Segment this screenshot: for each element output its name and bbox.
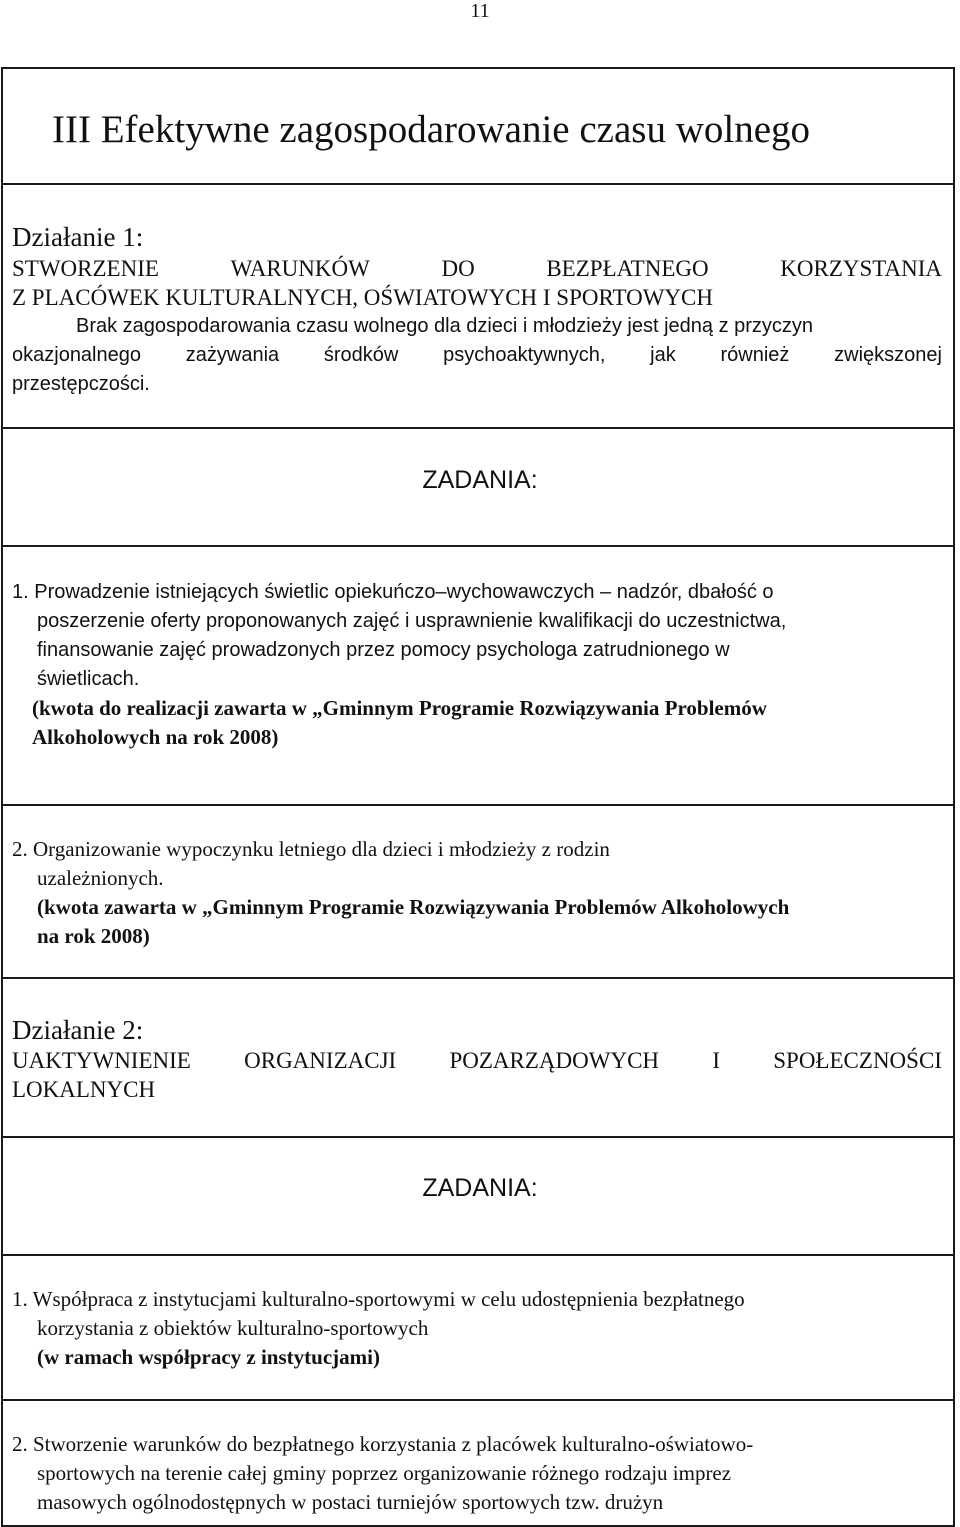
action1-task1 [12,578,947,752]
title-word: BEZPŁATNEGO [546,256,709,281]
tasks-label: ZADANIA: [422,1174,538,1202]
divider [1,1254,955,1256]
divider [1,1399,955,1401]
task-text-line: uzależnionych. [37,866,164,890]
action1-task2 [12,835,947,951]
title-word: STWORZENIE [12,256,159,281]
task-note-line: (w ramach współpracy z instytucjami) [37,1345,380,1369]
divider [1,183,955,185]
title-word: SPOŁECZNOŚCI [773,1048,942,1073]
description-word: zwiększonej [834,344,942,366]
action1-description-line3: przestępczości. [12,373,150,395]
action1-description-line2 [12,341,942,370]
task-text-line: 1. Współpraca z instytucjami kulturalno-sportowymi w celu udostępnienia bezpłatnego [12,1287,745,1311]
action1-title-line2: Z PLACÓWEK KULTURALNYCH, OŚWIATOWYCH I SPORTOWYCH [12,285,713,310]
divider [1,977,955,979]
page-number: 11 [470,0,490,22]
divider [1,427,955,429]
description-word: psychoaktywnych, [443,344,606,366]
action2-title-line1 [12,1046,942,1075]
action2-block [12,1015,942,1104]
task-text-line: masowych ogólnodostępnych w postaci turniejów sportowych tzw. drużyn [37,1490,664,1514]
task-note-line: (kwota zawarta w „Gminnym Programie Rozwiązywania Problemów Alkoholowych [37,895,790,919]
task-text-line: korzystania z obiektów kulturalno-sportowych [37,1316,429,1340]
task-text-line: 2. Stworzenie warunków do bezpłatnego korzystania z placówek kulturalno-oświatowo- [12,1432,754,1456]
divider [1,545,955,547]
divider [1,1136,955,1138]
action2-task1 [12,1285,947,1372]
action2-heading: Działanie 2: [12,1015,144,1045]
task-text-line: 2. Organizowanie wypoczynku letniego dla dzieci i młodzieży z rodzin [12,837,610,861]
action1-title-line1 [12,254,942,283]
task-text-line: świetlicach. [37,668,140,690]
action2-title-line2: LOKALNYCH [12,1077,156,1102]
description-word: okazjonalnego [12,344,141,366]
title-word: KORZYSTANIA [780,256,942,281]
task-note-line: (kwota do realizacji zawarta w „Gminnym Programie Rozwiązywania Problemów [32,696,767,720]
task-text-line: poszerzenie oferty proponowanych zajęć i usprawnienie kwalifikacji do uczestnictwa, [37,610,787,632]
description-word: również [720,344,790,366]
title-word: WARUNKÓW [230,256,370,281]
task-note-line: na rok 2008) [37,924,150,948]
section-title: III Efektywne zagospodarowanie czasu wolnego [52,108,811,151]
task-text-line: 1. Prowadzenie istniejących świetlic opiekuńczo–wychowawczych – nadzór, dbałość o [12,581,774,603]
task-text-line: sportowych na terenie całej gminy poprzez organizowanie różnego rodzaju imprez [37,1461,732,1485]
tasks-label: ZADANIA: [422,466,538,494]
action1-heading: Działanie 1: [12,222,144,252]
title-word: DO [441,256,475,281]
title-word: UAKTYWNIENIE [12,1048,191,1073]
task-text-line: finansowanie zajęć prowadzonych przez pomocy psychologa zatrudnionego w [37,639,730,661]
action1-description-line1: Brak zagospodarowania czasu wolnego dla dzieci i młodzieży jest jedną z przyczyn [76,315,814,337]
divider [1,804,955,806]
description-word: zażywania [185,344,280,366]
title-word: POZARZĄDOWYCH [449,1048,660,1073]
description-word: środków [323,344,399,366]
title-word: I [712,1048,720,1073]
action1-block [12,222,942,399]
task-note-line: Alkoholowych na rok 2008) [32,725,279,749]
description-word: jak [650,344,676,366]
action2-task2 [12,1430,947,1517]
title-word: ORGANIZACJI [244,1048,397,1073]
